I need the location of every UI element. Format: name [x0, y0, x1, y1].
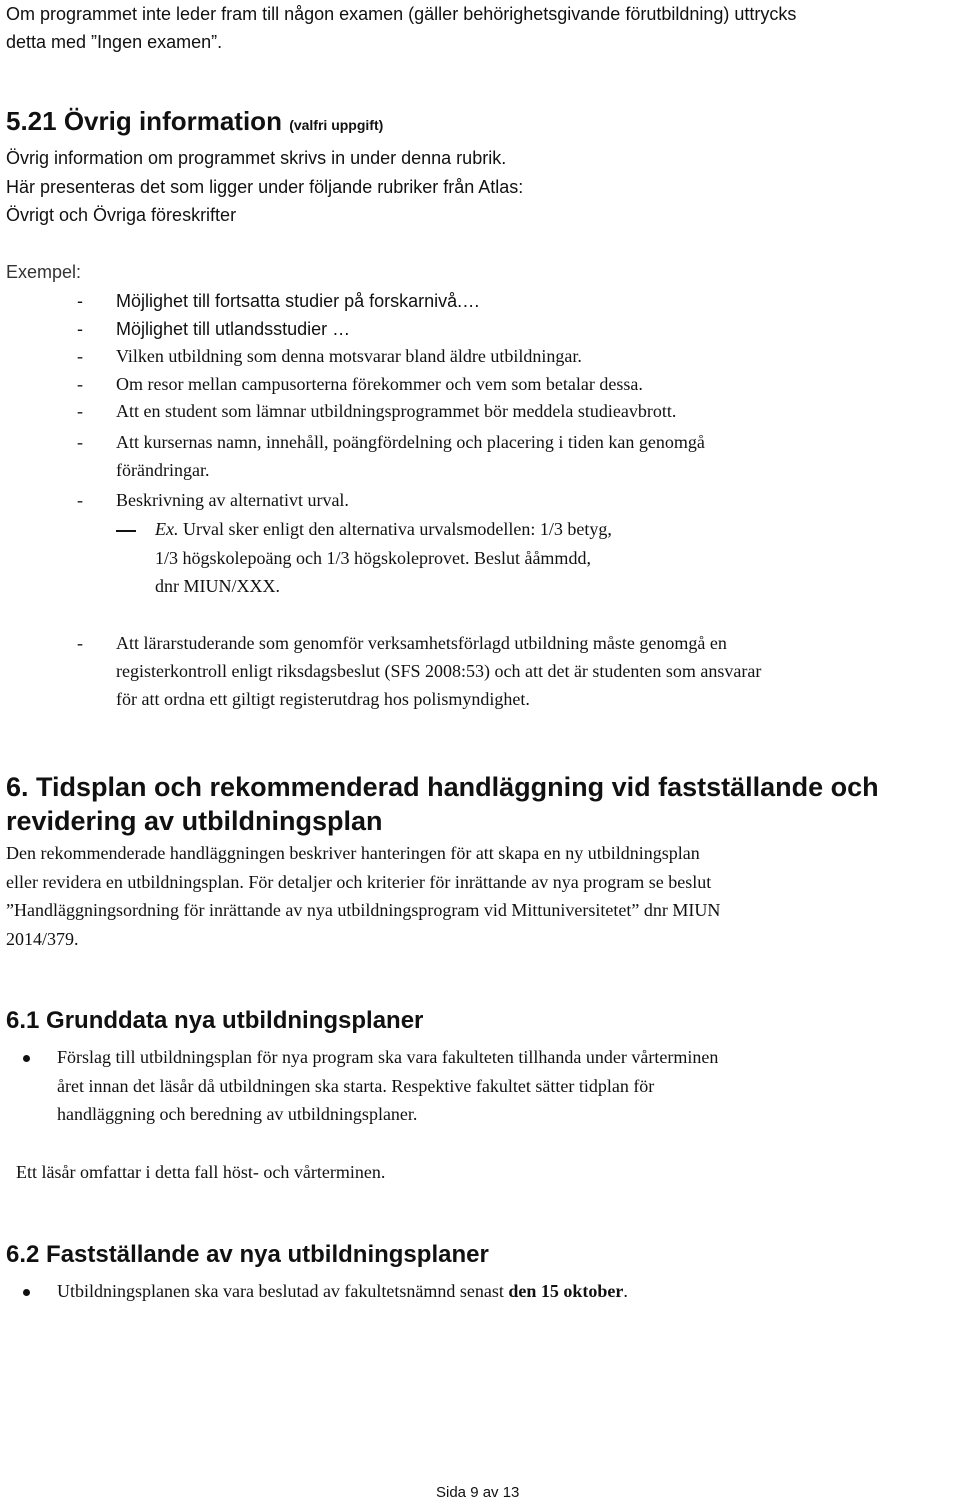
- section-6-1-note: Ett läsår omfattar i detta fall höst- och vårterminen.: [16, 1162, 386, 1182]
- section-5-21-heading-note: (valfri uppgift): [289, 117, 384, 133]
- dash-8: -: [77, 633, 83, 653]
- section-5-21-p3: Övrigt och Övriga föreskrifter: [6, 205, 237, 225]
- sub-example-line-1: [155, 519, 612, 539]
- section-6-2-heading: 6.2 Fastställande av nya utbildningsplaner: [6, 1241, 489, 1268]
- example-item-6-cont: förändringar.: [116, 460, 210, 480]
- intro-line-1: Om programmet inte leder fram till någon examen (gäller behörighetsgivande förutbildning) uttrycks: [6, 4, 797, 24]
- dash-4: -: [77, 374, 83, 394]
- dash-3: -: [77, 346, 83, 366]
- dash-5: -: [77, 401, 83, 421]
- example-label: Exempel:: [6, 262, 82, 282]
- example-item-6: Att kursernas namn, innehåll, poängfördelning och placering i tiden kan genomgå: [116, 432, 705, 452]
- last-item-line-3: för att ordna ett giltigt registerutdrag hos polismyndighet.: [116, 689, 530, 709]
- dash-1: -: [77, 291, 83, 311]
- example-item-7: Beskrivning av alternativt urval.: [116, 490, 349, 510]
- section-6-1-bullet-line-1: Förslag till utbildningsplan för nya program ska vara fakulteten tillhanda under vårterminen: [57, 1047, 719, 1067]
- example-item-4: Om resor mellan campusorterna förekommer och vem som betalar dessa.: [116, 374, 643, 394]
- section-6-1-bullet-line-2: året innan det läsår då utbildningen ska starta. Respektive fakultet sätter tidplan för: [57, 1076, 655, 1096]
- dash-2: -: [77, 319, 83, 339]
- page-number: Sida 9 av 13: [436, 1484, 520, 1501]
- sub-example-ex: Ex.: [155, 519, 179, 539]
- last-item-line-2: registerkontroll enligt riksdagsbeslut (SFS 2008:53) och att det är studenten som ansvarar: [116, 661, 762, 681]
- section-5-21-heading: [6, 106, 383, 140]
- section-6-heading-line-1: 6. Tidsplan och rekommenderad handläggning vid fastställande och: [6, 772, 879, 802]
- section-5-21-heading-text: 5.21 Övrig information: [6, 106, 282, 136]
- section-5-21-p2: Här presenteras det som ligger under följande rubriker från Atlas:: [6, 177, 524, 197]
- section-6-2-bullet: [57, 1281, 628, 1301]
- section-6-p-line-2: eller revidera en utbildningsplan. För detaljer och kriterier för inrättande av nya program se beslut: [6, 872, 712, 892]
- last-item-line-1: Att lärarstuderande som genomför verksamhetsförlagd utbildning måste genomgå en: [116, 633, 727, 653]
- example-item-2: Möjlighet till utlandsstudier …: [116, 319, 351, 339]
- example-item-5: Att en student som lämnar utbildningsprogrammet bör meddela studieavbrott.: [116, 401, 677, 421]
- section-6-1-heading: 6.1 Grunddata nya utbildningsplaner: [6, 1007, 424, 1034]
- section-6-1-bullet-line-3: handläggning och beredning av utbildningsplaner.: [57, 1104, 418, 1124]
- section-6-p-line-1: Den rekommenderade handläggningen beskriver hanteringen för att skapa en ny utbildningsplan: [6, 843, 700, 863]
- section-6-p-line-4: 2014/379.: [6, 929, 79, 949]
- section-6-heading-line-2: revidering av utbildningsplan: [6, 806, 383, 836]
- bullet-dot: [23, 1055, 30, 1062]
- bullet-dot: [23, 1289, 30, 1296]
- sub-example-line-1-text: Urval sker enligt den alternativa urvalsmodellen: 1/3 betyg,: [182, 519, 612, 539]
- intro-line-2: detta med ”Ingen examen”.: [6, 32, 223, 52]
- section-6-2-bullet-pre: Utbildningsplanen ska vara beslutad av fakultetsnämnd senast: [57, 1281, 509, 1301]
- dash-6: -: [77, 432, 83, 452]
- section-5-21-p1: Övrig information om programmet skrivs in under denna rubrik.: [6, 148, 507, 168]
- sub-example-line-2: 1/3 högskolepoäng och 1/3 högskoleprovet. Beslut ååmmdd,: [155, 548, 591, 568]
- sub-example-line-3: dnr MIUN/XXX.: [155, 576, 280, 596]
- em-dash-bullet: [116, 530, 136, 532]
- section-6-2-bullet-post: .: [623, 1281, 628, 1301]
- example-item-3: Vilken utbildning som denna motsvarar bland äldre utbildningar.: [116, 346, 582, 366]
- section-6-p-line-3: ”Handläggningsordning för inrättande av nya utbildningsprogram vid Mittuniversitetet” dnr MIUN: [6, 900, 721, 920]
- section-6-2-bullet-bold: den 15 oktober: [508, 1281, 624, 1301]
- dash-7: -: [77, 490, 83, 510]
- example-item-1: Möjlighet till fortsatta studier på forskarnivå.…: [116, 291, 481, 311]
